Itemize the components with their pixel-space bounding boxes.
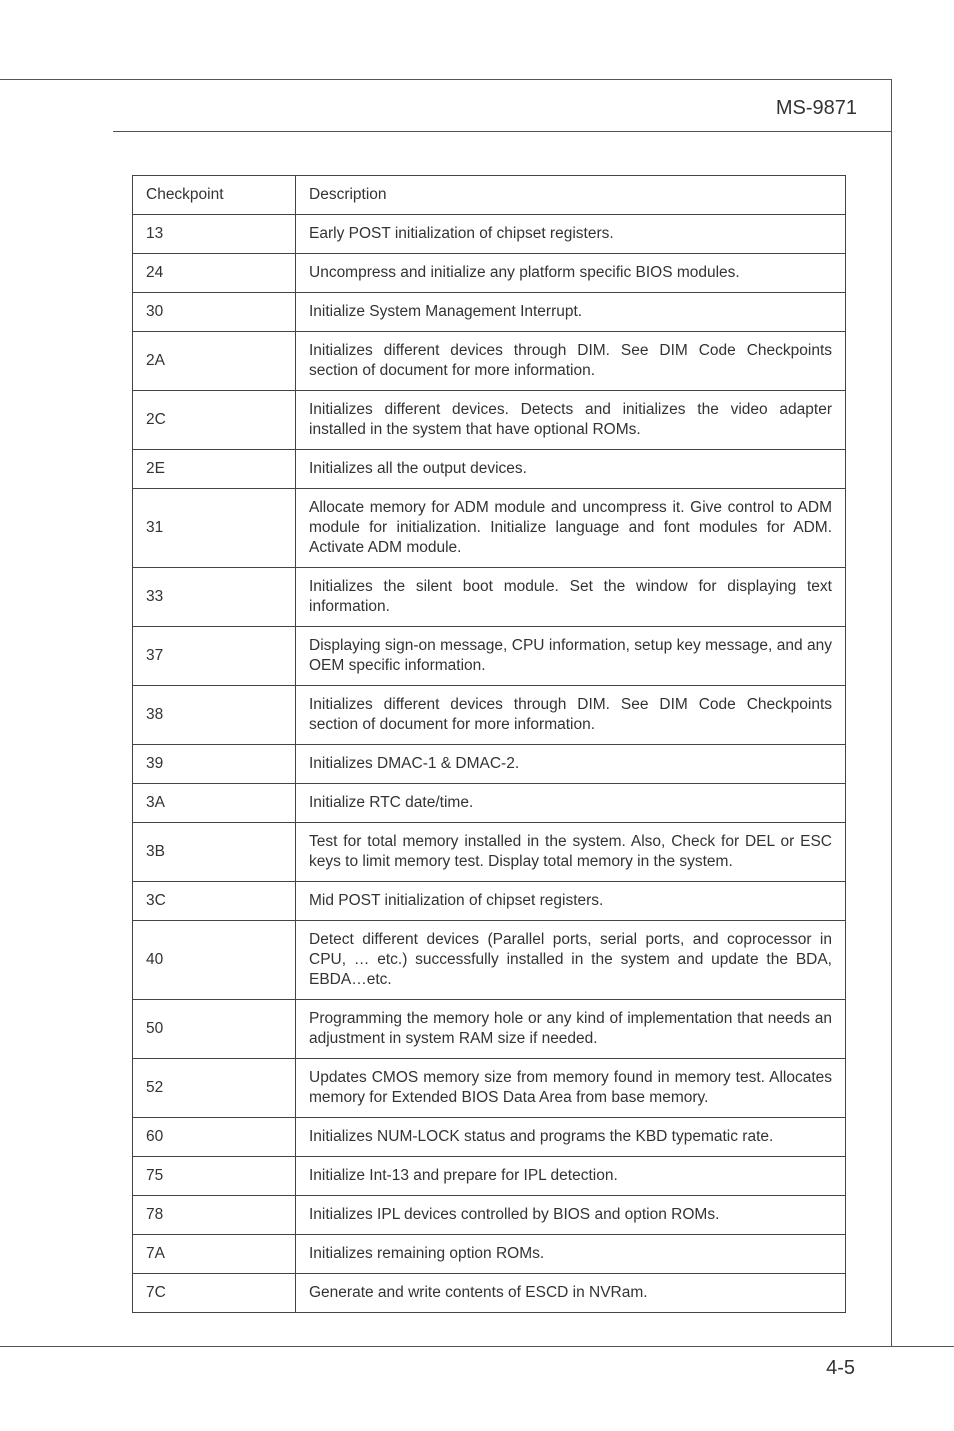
checkpoint-description: Initializes DMAC-1 & DMAC-2.: [296, 745, 846, 784]
checkpoint-description: Initialize System Management Interrupt.: [296, 293, 846, 332]
table-row: [133, 391, 846, 450]
checkpoint-description: Mid POST initialization of chipset registers.: [296, 882, 846, 921]
table-row: [133, 627, 846, 686]
table-row: [133, 1059, 846, 1118]
checkpoint-code: 50: [133, 1000, 296, 1059]
checkpoint-code: 40: [133, 921, 296, 1000]
page-right-rule: [891, 79, 892, 1347]
checkpoint-code: 13: [133, 215, 296, 254]
table-header-row: [133, 176, 846, 215]
checkpoint-code: 30: [133, 293, 296, 332]
column-header-description: Description: [296, 176, 846, 215]
checkpoint-code: 7A: [133, 1235, 296, 1274]
checkpoint-description: Generate and write contents of ESCD in NVRam.: [296, 1274, 846, 1313]
table-row: [133, 882, 846, 921]
model-number: MS-9871: [775, 97, 857, 119]
checkpoint-description: Detect different devices (Parallel ports, serial ports, and coprocessor in CPU, … etc.) successfully installed in the system and update the BDA, EBDA…etc.: [296, 921, 846, 1000]
table-row: [133, 568, 846, 627]
checkpoint-description: Uncompress and initialize any platform specific BIOS modules.: [296, 254, 846, 293]
page-top-rule: [0, 79, 892, 80]
checkpoint-code: 3A: [133, 784, 296, 823]
checkpoint-code: 39: [133, 745, 296, 784]
table-row: [133, 293, 846, 332]
table-row: [133, 489, 846, 568]
checkpoint-description: Updates CMOS memory size from memory found in memory test. Allocates memory for Extended BIOS Data Area from base memory.: [296, 1059, 846, 1118]
checkpoint-code: 2A: [133, 332, 296, 391]
table-row: [133, 450, 846, 489]
checkpoint-code: 2E: [133, 450, 296, 489]
table-row: [133, 254, 846, 293]
table-row: [133, 1000, 846, 1059]
checkpoint-description: Early POST initialization of chipset registers.: [296, 215, 846, 254]
page-bottom-rule: [0, 1346, 954, 1347]
checkpoint-description: Initialize RTC date/time.: [296, 784, 846, 823]
checkpoint-description: Initializes all the output devices.: [296, 450, 846, 489]
checkpoint-code: 33: [133, 568, 296, 627]
column-header-checkpoint: Checkpoint: [133, 176, 296, 215]
table-row: [133, 823, 846, 882]
table-row: [133, 332, 846, 391]
checkpoint-code: 3C: [133, 882, 296, 921]
checkpoint-code: 60: [133, 1118, 296, 1157]
table-row: [133, 215, 846, 254]
checkpoint-description: Test for total memory installed in the system. Also, Check for DEL or ESC keys to limit memory test. Display total memory in the system.: [296, 823, 846, 882]
checkpoint-code: 75: [133, 1157, 296, 1196]
table-row: [133, 1118, 846, 1157]
checkpoint-description: Initializes different devices. Detects and initializes the video adapter installed in the system that have optional ROMs.: [296, 391, 846, 450]
checkpoint-description: Initializes different devices through DIM. See DIM Code Checkpoints section of document for more information.: [296, 686, 846, 745]
table-row: [133, 1235, 846, 1274]
checkpoint-description: Initialize Int-13 and prepare for IPL detection.: [296, 1157, 846, 1196]
checkpoint-description: Allocate memory for ADM module and uncompress it. Give control to ADM module for initialization. Initialize language and font modules for ADM. Activate ADM module.: [296, 489, 846, 568]
header-rule: [113, 131, 892, 132]
checkpoint-code: 31: [133, 489, 296, 568]
checkpoint-code: 52: [133, 1059, 296, 1118]
checkpoint-description: Initializes remaining option ROMs.: [296, 1235, 846, 1274]
checkpoint-description: Initializes the silent boot module. Set the window for displaying text information.: [296, 568, 846, 627]
table-row: [133, 784, 846, 823]
table-row: [133, 1157, 846, 1196]
checkpoint-description: Initializes NUM-LOCK status and programs the KBD typematic rate.: [296, 1118, 846, 1157]
table-row: [133, 745, 846, 784]
table-row: [133, 921, 846, 1000]
checkpoint-description: Programming the memory hole or any kind of implementation that needs an adjustment in system RAM size if needed.: [296, 1000, 846, 1059]
checkpoint-description: Initializes IPL devices controlled by BIOS and option ROMs.: [296, 1196, 846, 1235]
checkpoint-table: [132, 175, 846, 1313]
page-number: 4-5: [826, 1357, 855, 1379]
checkpoint-description: Displaying sign-on message, CPU information, setup key message, and any OEM specific information.: [296, 627, 846, 686]
checkpoint-code: 24: [133, 254, 296, 293]
checkpoint-code: 37: [133, 627, 296, 686]
checkpoint-code: 2C: [133, 391, 296, 450]
checkpoint-code: 7C: [133, 1274, 296, 1313]
table-body: [133, 215, 846, 1313]
checkpoint-description: Initializes different devices through DIM. See DIM Code Checkpoints section of document for more information.: [296, 332, 846, 391]
table-row: [133, 686, 846, 745]
checkpoint-code: 78: [133, 1196, 296, 1235]
checkpoint-code: 38: [133, 686, 296, 745]
table-row: [133, 1196, 846, 1235]
checkpoint-code: 3B: [133, 823, 296, 882]
table-row: [133, 1274, 846, 1313]
